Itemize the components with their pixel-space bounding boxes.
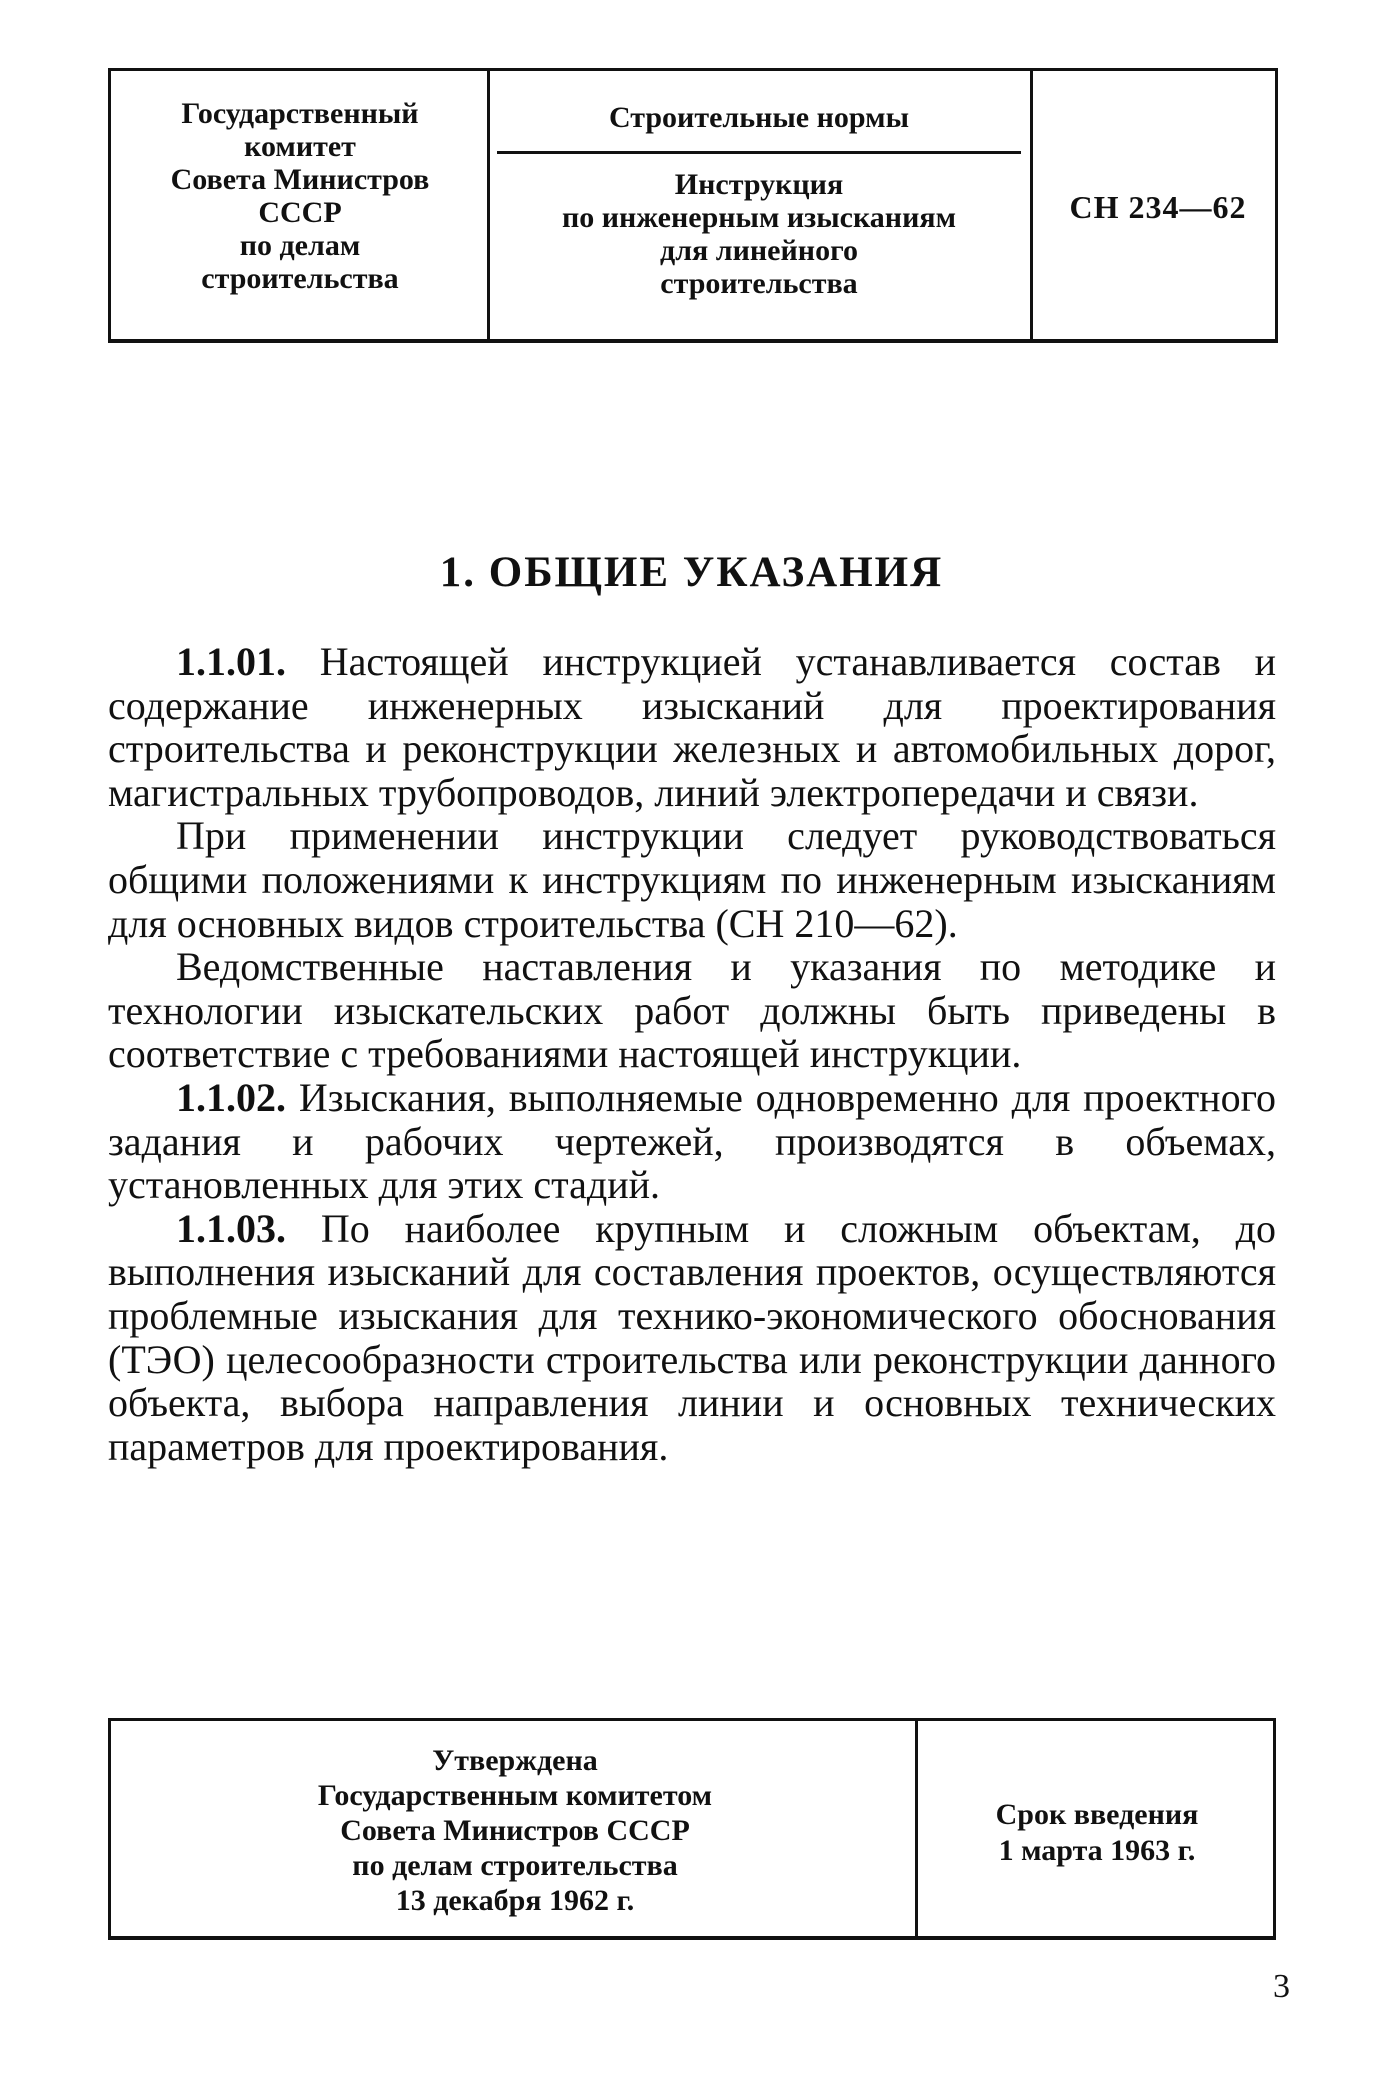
- issuer-line: СССР: [258, 196, 342, 229]
- page-number: 3: [1273, 1968, 1290, 2005]
- approval-line: 13 декабря 1962 г.: [395, 1884, 635, 1917]
- title-line: по инженерным изысканиям: [561, 201, 957, 234]
- paragraph-text: Настоящей инструкцией устанавливается состав и содержание инженерных изысканий для проектирования строительства и реконструкции железных и автомобильных дорог, магистральных трубопроводов, линий электропередачи и связи.: [108, 639, 1276, 815]
- effective-line: 1 марта 1963 г.: [998, 1834, 1196, 1867]
- approval-line: Государственным комитетом: [317, 1779, 713, 1812]
- issuer-line: Государственный: [181, 97, 419, 130]
- section-body: [108, 640, 1276, 1468]
- title-line: строительства: [660, 267, 858, 300]
- section-heading: 1. ОБЩИЕ УКАЗАНИЯ: [439, 549, 944, 596]
- header-divider-2: [1030, 71, 1033, 339]
- effective-line: Срок введения: [995, 1798, 1199, 1831]
- approval-line: по делам строительства: [352, 1849, 678, 1882]
- paragraph-text: Ведомственные наставления и указания по методике и технологии изыскательских работ должны быть приведены в соответствие с требованиями настоящей инструкции.: [108, 944, 1276, 1077]
- approval-line: Совета Министров СССР: [340, 1814, 690, 1847]
- paragraph: [108, 640, 1276, 814]
- document-title: [497, 168, 1021, 300]
- issuer-line: комитет: [244, 130, 356, 163]
- issuer-line: Совета Министров: [170, 163, 430, 196]
- footer-border-left: [108, 1721, 111, 1936]
- footer-divider: [915, 1721, 918, 1936]
- title-line: Инструкция: [674, 168, 844, 201]
- clause-number: 1.1.02.: [176, 1074, 286, 1120]
- paragraph: [108, 814, 1276, 945]
- approval-block: [116, 1743, 914, 1918]
- paragraph: [108, 1076, 1276, 1207]
- clause-number: 1.1.03.: [176, 1205, 286, 1251]
- clause-number: 1.1.01.: [176, 639, 286, 684]
- footer-border-right: [1273, 1721, 1276, 1936]
- document-code: СН 234—62: [1069, 189, 1247, 225]
- title-line: для линейного: [660, 234, 858, 267]
- paragraph: [108, 945, 1276, 1076]
- approval-table: [108, 1718, 1276, 1940]
- issuer-line: строительства: [201, 262, 399, 295]
- issuer-line: по делам: [239, 229, 361, 262]
- header-divider-1: [487, 71, 490, 339]
- issuer-block: [116, 97, 484, 295]
- header-border-left: [108, 71, 111, 339]
- category-label: Строительные нормы: [609, 101, 909, 134]
- effective-date-block: [924, 1797, 1270, 1869]
- paragraph: [108, 1207, 1276, 1469]
- paragraph-text: При применении инструкции следует руководствоваться общими положениями к инструкциям по инженерным изысканиям для основных видов строительства (СН 210—62).: [108, 813, 1276, 946]
- paragraph-text: Изыскания, выполняемые одновременно для проектного задания и рабочих чертежей, производятся в объемах, установленных для этих стадий.: [108, 1074, 1276, 1208]
- approval-line: Утверждена: [432, 1744, 598, 1777]
- header-table: [108, 68, 1278, 343]
- category-rule: [497, 151, 1021, 154]
- paragraph-text: По наиболее крупным и сложным объектам, до выполнения изысканий для составления проектов, осуществляются проблемные изыскания для технико-экономического обоснования (ТЭО) целесообразности строительства или реконструкции данного объекта, выбора направления линии и основных технических параметров для проектирования.: [108, 1205, 1276, 1469]
